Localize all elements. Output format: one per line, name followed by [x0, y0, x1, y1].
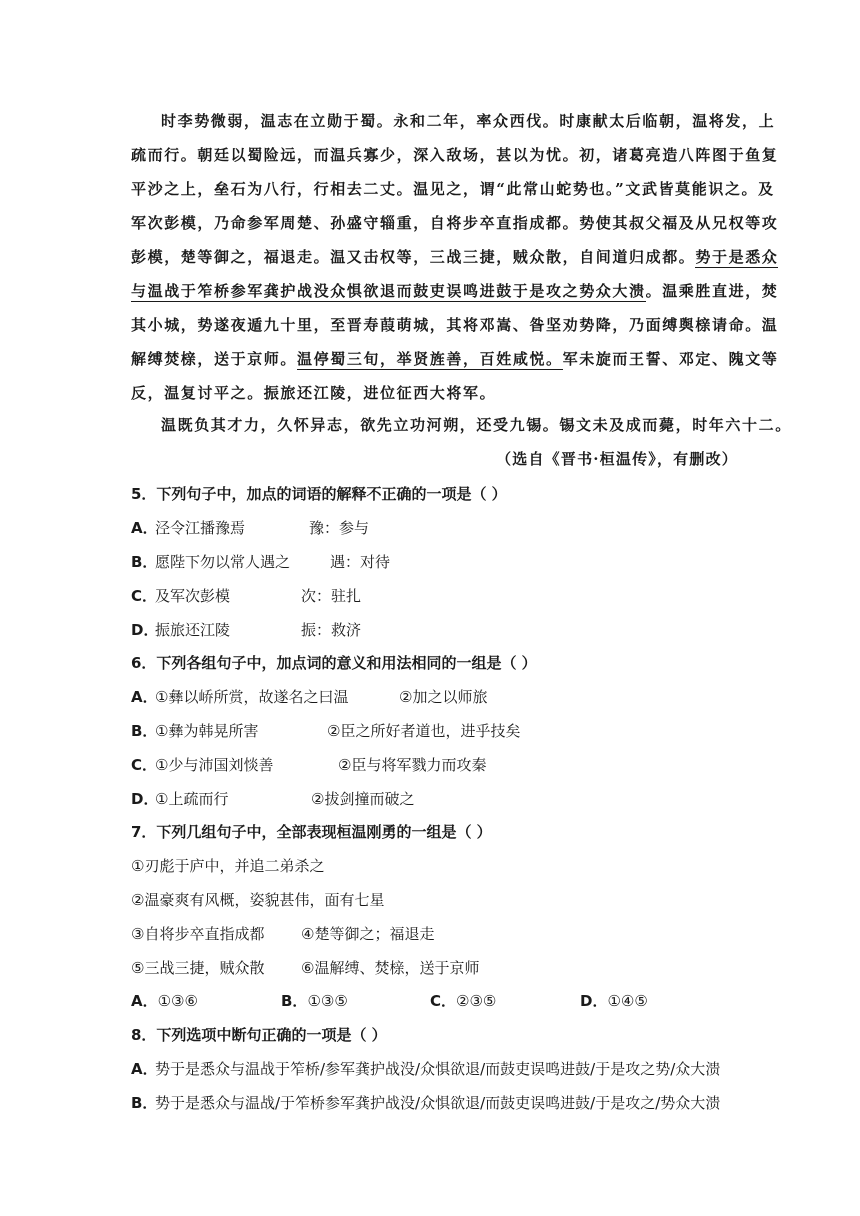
passage-line: 平沙之上，垒石为八行，行相去二丈。温见之，谓“此常山蛇势也。”文武皆莫能识之。及	[131, 180, 775, 198]
q7-item: ⑥温解缚、焚榇，送于京师	[301, 959, 480, 977]
passage-paragraph-1	[131, 104, 779, 410]
q7-choice-c[interactable]	[430, 991, 496, 1011]
option-label: A．	[131, 1060, 158, 1078]
option-label: C．	[131, 756, 158, 774]
option-gloss: ②臣之所好者道也，进乎技矣	[327, 722, 521, 740]
q8-option-b[interactable]	[131, 1093, 731, 1113]
q7-choice-a[interactable]	[131, 991, 198, 1011]
option-label: A．	[131, 688, 158, 706]
option-gloss: 豫：参与	[309, 519, 370, 537]
q7-item: ④楚等御之；福退走	[301, 925, 435, 943]
passage-line	[131, 342, 779, 376]
passage-paragraph-2	[131, 408, 792, 442]
q8-option-a[interactable]	[131, 1059, 731, 1079]
q7-item-pair	[131, 924, 731, 944]
q7-choice-d[interactable]	[580, 991, 648, 1011]
option-label: D．	[131, 790, 159, 808]
underlined-sentence: 势于是悉众	[695, 248, 779, 266]
option-text: ②③⑤	[456, 992, 497, 1010]
q7-item: ③自将步卒直指成都	[131, 925, 265, 943]
q5-option-b[interactable]	[131, 552, 731, 572]
passage-text: 。温乘胜直进，焚	[645, 282, 779, 300]
question-6-stem: 6．下列各组句子中，加点词的意义和用法相同的一组是（ ）	[131, 654, 537, 672]
passage-line: 反，温复讨平之。振旅还江陵，进位征西大将军。	[131, 384, 497, 402]
option-text: 愿陛下勿以常人遇之	[155, 553, 291, 571]
q7-choice-b[interactable]	[281, 991, 348, 1011]
q6-option-d[interactable]	[131, 789, 731, 809]
q7-item: ⑤三战三捷，贼众散	[131, 959, 265, 977]
option-gloss: ②拔剑撞而破之	[311, 790, 415, 808]
option-label: C．	[430, 992, 457, 1010]
option-text: ①上疏而行	[155, 790, 229, 808]
option-text: ①彝以峤所赏，故遂名之曰温	[155, 688, 349, 706]
passage-text: 解缚焚榇，送于京师。	[131, 350, 298, 368]
option-gloss: ②臣与将军戮力而攻秦	[338, 756, 487, 774]
passage-line: 时李势微弱，温志在立勋于蜀。永和二年，率众西伐。时康献太后临朝，温将发，上	[161, 112, 776, 130]
q6-option-a[interactable]	[131, 687, 731, 707]
option-label: A．	[131, 519, 158, 537]
option-label: B．	[281, 992, 308, 1010]
option-label: D．	[580, 992, 608, 1010]
q5-option-d[interactable]	[131, 620, 731, 640]
q5-option-c[interactable]	[131, 586, 731, 606]
option-text: ①少与沛国刘惔善	[155, 756, 274, 774]
question-7-stem: 7．下列几组句子中，全部表现桓温刚勇的一组是（ ）	[131, 823, 492, 841]
option-text: ①③⑥	[157, 992, 198, 1010]
q7-item-pair	[131, 958, 731, 978]
option-text: 振旅还江陵	[155, 621, 231, 639]
question-5-stem: 5．下列句子中，加点的词语的解释不正确的一项是（ ）	[131, 485, 507, 503]
passage-line: 其小城，势遂夜遁九十里，至晋寿葭萌城，其将邓嵩、昝坚劝势降，乃面缚舆榇请命。温	[131, 316, 779, 334]
question-8-stem: 8．下列选项中断句正确的一项是（ ）	[131, 1026, 387, 1044]
passage-text: 军未旋而王誓、邓定、隗文等	[562, 350, 779, 368]
option-text: 泾令江播豫焉	[155, 519, 246, 537]
passage-text: 彭模，楚等御之，福退走。温又击权等，三战三捷，贼众散，自间道归成都。	[131, 248, 696, 266]
passage-line: 温既负其才力，久怀异志，欲先立功河朔，还受九锡。锡文未及成而薨，时年六十二。	[161, 416, 792, 434]
option-text: ①④⑤	[607, 992, 648, 1010]
option-label: B．	[131, 722, 158, 740]
option-text: 势于是悉众与温战/于笮桥参军龚护战没/众惧欲退/而鼓吏误鸣进鼓/于是攻之/势众大溃	[155, 1094, 721, 1112]
option-label: C．	[131, 587, 158, 605]
passage-line: 军次彭模，乃命参军周楚、孙盛守辎重，自将步卒直指成都。势使其叔父福及从兄权等攻	[131, 214, 779, 232]
q6-option-b[interactable]	[131, 721, 731, 741]
underlined-sentence: 温停蜀三旬，举贤旌善，百姓咸悦。	[297, 350, 563, 368]
option-gloss: 次：驻扎	[301, 587, 362, 605]
option-text: ①彝为韩晃所害	[155, 722, 259, 740]
option-label: A．	[131, 992, 158, 1010]
option-text: 势于是悉众与温战于笮桥/参军龚护战没/众惧欲退/而鼓吏误鸣进鼓/于是攻之势/众大溃	[155, 1060, 721, 1078]
option-label: B．	[131, 1094, 158, 1112]
option-text: 及军次彭模	[155, 587, 231, 605]
underlined-sentence: 与温战于笮桥参军龚护战没众惧欲退而鼓吏误鸣进鼓于是攻之势众大溃	[131, 282, 646, 300]
passage-line	[131, 274, 779, 308]
q6-option-c[interactable]	[131, 755, 731, 775]
option-label: D．	[131, 621, 159, 639]
q5-option-a[interactable]	[131, 518, 731, 538]
option-label: B．	[131, 553, 158, 571]
option-gloss: 遇：对待	[330, 553, 391, 571]
passage-line: 疏而行。朝廷以蜀险远，而温兵寡少，深入敌场，甚以为忧。初，诸葛亮造八阵图于鱼复	[131, 146, 779, 164]
passage-source: （选自《晋书·桓温传》，有删改）	[496, 450, 738, 468]
passage-line	[131, 240, 779, 274]
option-gloss: ②加之以师旅	[399, 688, 488, 706]
option-text: ①③⑤	[307, 992, 348, 1010]
q7-item: ①刃彪于庐中，并追二弟杀之	[131, 857, 325, 875]
q7-item: ②温豪爽有风概，姿貌甚伟，面有七星	[131, 891, 385, 909]
option-gloss: 振：救济	[301, 621, 362, 639]
